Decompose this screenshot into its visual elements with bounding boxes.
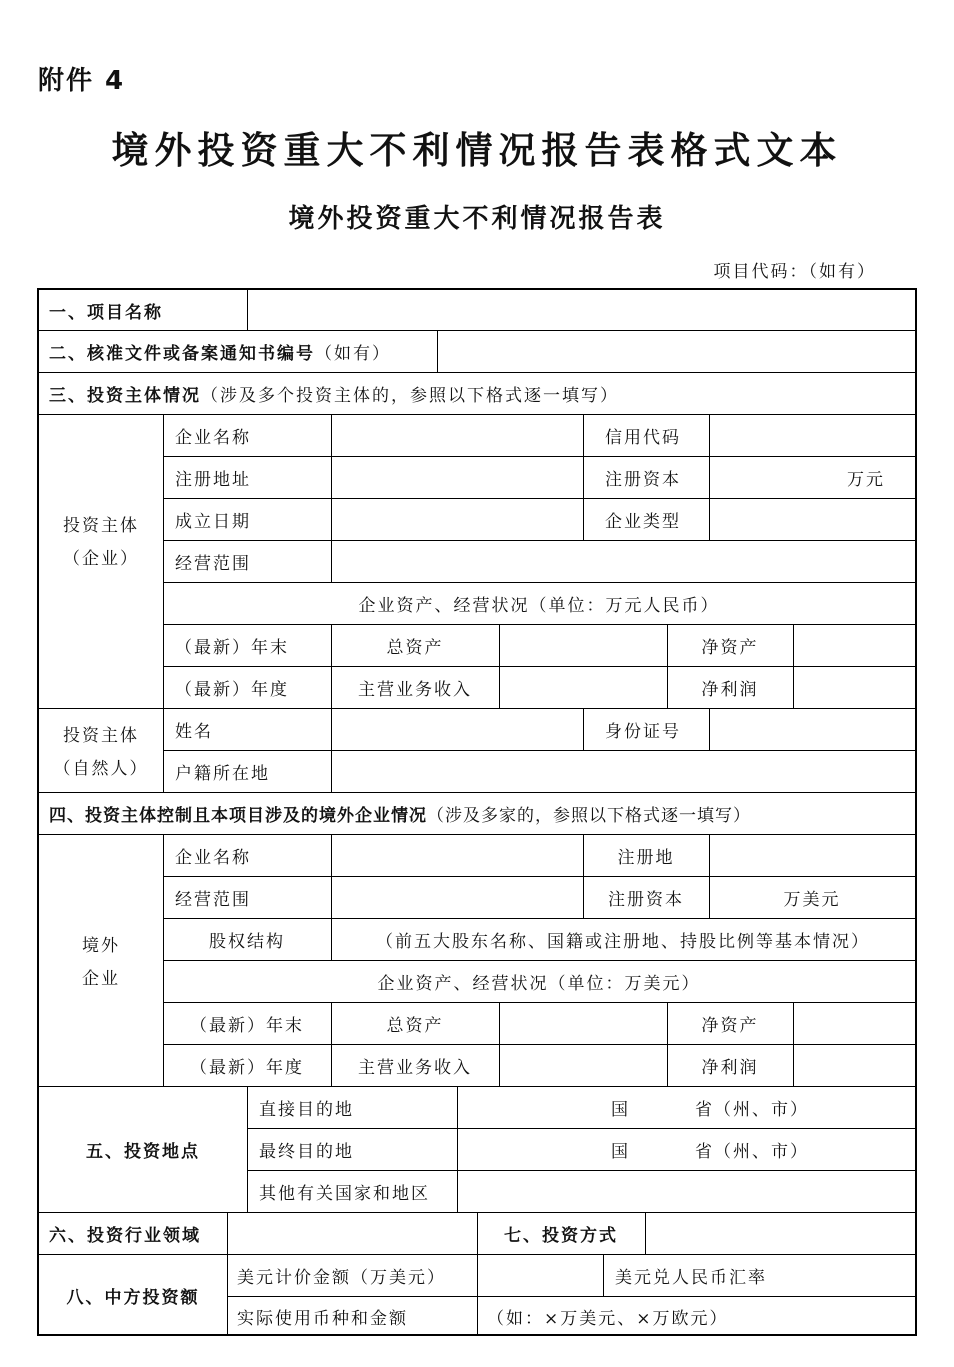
reg-address-label: 注册地址 <box>175 469 251 490</box>
person-name-label: 姓名 <box>175 721 213 742</box>
year-end-label: （最新）年末 <box>175 637 289 658</box>
overseas-enterprise-label: 境外 企业 <box>82 936 120 989</box>
main-title: 境外投资重大不利情况报告表格式文本 <box>111 128 843 172</box>
net-assets-label: 净资产 <box>701 637 759 658</box>
usd-amount-label: 美元计价金额（万美元） <box>237 1267 446 1288</box>
overseas-section-label: 四、投资主体控制且本项目涉及的境外企业情况 （涉及多家的，参照以下格式逐一填写） <box>49 805 751 826</box>
overseas-main-revenue-label: 主营业务收入 <box>358 1057 472 1078</box>
investor-section-label: 三、投资主体情况 （涉及多个投资主体的，参照以下格式逐一填写） <box>49 385 619 406</box>
credit-code-label: 信用代码 <box>605 427 681 448</box>
usd-rmb-rate-label: 美元兑人民币汇率 <box>615 1267 767 1288</box>
final-country-suffix: 国 <box>611 1141 630 1162</box>
form-title: 境外投资重大不利情况报告表 <box>288 204 666 234</box>
industry-label: 六、投资行业领域 <box>49 1225 201 1246</box>
overseas-biz-scope-label: 经营范围 <box>175 889 251 910</box>
final-province-suffix: 省（州、市） <box>695 1141 809 1162</box>
overseas-year-end-label: （最新）年末 <box>190 1015 304 1036</box>
investment-amount-label: 八、中方投资额 <box>66 1287 200 1308</box>
overseas-company-name-label: 企业名称 <box>175 847 251 868</box>
company-type-label: 企业类型 <box>605 511 681 532</box>
investor-person-label: 投资主体 （自然人） <box>53 726 149 779</box>
overseas-net-assets-label: 净资产 <box>701 1015 759 1036</box>
investor-enterprise-label: 投资主体 （企业） <box>63 516 139 569</box>
project-code: 项目代码：（如有） <box>713 262 876 282</box>
investment-method-label: 七、投资方式 <box>504 1225 618 1246</box>
actual-currency-label: 实际使用币种和金额 <box>237 1308 408 1329</box>
other-regions-label: 其他有关国家和地区 <box>259 1183 430 1204</box>
id-number-label: 身份证号 <box>605 721 681 742</box>
direct-destination-label: 直接目的地 <box>259 1099 354 1120</box>
assets-usd-heading: 企业资产、经营状况（单位：万美元） <box>377 973 701 994</box>
final-destination-label: 最终目的地 <box>259 1141 354 1162</box>
location-section-label: 五、投资地点 <box>86 1141 200 1162</box>
direct-country-suffix: 国 <box>611 1099 630 1120</box>
reg-capital-label: 注册资本 <box>605 469 681 490</box>
equity-label: 股权结构 <box>209 931 285 952</box>
reg-place-label: 注册地 <box>617 847 675 868</box>
overseas-reg-capital-label: 注册资本 <box>608 889 684 910</box>
hukou-label: 户籍所在地 <box>175 763 270 784</box>
est-date-label: 成立日期 <box>175 511 251 532</box>
assets-rmb-heading: 企业资产、经营状况（单位：万元人民币） <box>358 595 720 616</box>
report-form <box>37 288 917 1336</box>
total-assets-label: 总资产 <box>386 637 444 658</box>
overseas-net-profit-label: 净利润 <box>701 1057 759 1078</box>
fiscal-year-label: （最新）年度 <box>175 679 289 700</box>
company-name-label: 企业名称 <box>175 427 251 448</box>
approval-number-label: 二、核准文件或备案通知书编号 （如有） <box>49 343 391 364</box>
project-name-label: 一、项目名称 <box>49 302 163 323</box>
biz-scope-label: 经营范围 <box>175 553 251 574</box>
direct-province-suffix: 省（州、市） <box>695 1099 809 1120</box>
attachment-number: 附件 4 <box>38 66 126 96</box>
overseas-fiscal-year-label: （最新）年度 <box>190 1057 304 1078</box>
currency-example: （如：×万美元、×万欧元） <box>487 1308 729 1329</box>
overseas-total-assets-label: 总资产 <box>386 1015 444 1036</box>
reg-capital-unit: 万元 <box>847 469 885 490</box>
net-profit-label: 净利润 <box>701 679 759 700</box>
equity-note: （前五大股东名称、国籍或注册地、持股比例等基本情况） <box>376 931 870 952</box>
overseas-reg-capital-unit: 万美元 <box>783 889 841 910</box>
main-revenue-label: 主营业务收入 <box>358 679 472 700</box>
